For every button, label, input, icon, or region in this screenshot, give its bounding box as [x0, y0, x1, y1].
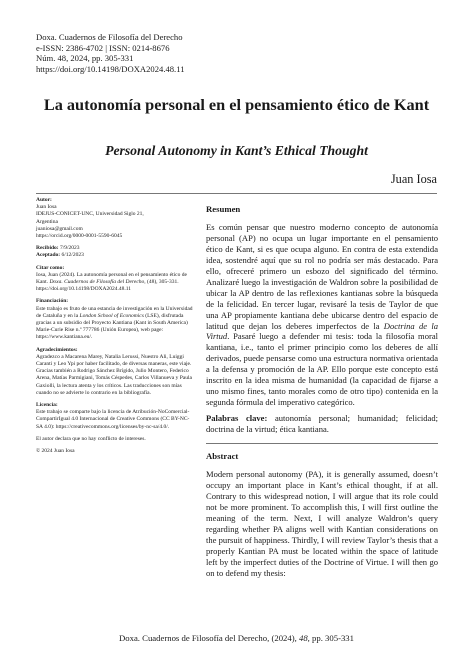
author-email-link[interactable]: juaniosa@gmail.com [36, 225, 83, 232]
copyright-notice: © 2024 Juan Iosa [36, 448, 75, 455]
citation-text: Iosa, Juan (2024). La autonomía personal en el pensamiento ético de Kant. Doxa. Cuadernos de Filosofía del Derecho, (48), 305-331. https://doi.org/10.14198/DOXA2024.48.11 [36, 271, 187, 293]
author-name: Juan Iosa [390, 172, 437, 186]
abstract-heading: Abstract [206, 451, 239, 462]
citation-heading: Citar como: [36, 264, 65, 271]
license-heading: Licencia: [36, 402, 58, 409]
journal-issue: Núm. 48, 2024, pp. 305-331 [36, 53, 134, 64]
acknowledgements-text: Agradezco a Macarena Marey, Natalia Lerussi, Nuestro Ali, Luiggi Caranti y Leo Ypi por haber facilitado, de diversas maneras, este viaje. Gracias también a Rodrigo Sánchez Brígido, Julio Montero, Federico Arena, Matías Parmigiani, Tomás Céspedes, Carlos Villanueva y Paula Gaxiolli, la lectura atenta y los críticos. Las traducciones son mías cuando no se advierte lo contrario en la bibliografía. [36, 353, 192, 396]
article-doi-link[interactable]: https://doi.org/10.14198/DOXA2024.48.11 [36, 63, 185, 74]
citation-block [36, 265, 196, 294]
divider-abstract [206, 443, 438, 444]
page-footer: Doxa. Cuadernos de Filosofía del Derecho, (2024), 48, pp. 305-331 [118, 633, 354, 643]
author-line: IDEJUS-CONICET-UNC, Universidad Siglo 21, [36, 211, 144, 218]
received-date: Recibido: 7/9/2023 [36, 245, 80, 252]
article-subtitle: Personal Autonomy in Kant’s Ethical Thought [105, 143, 368, 158]
article-sidebar [36, 197, 196, 460]
author-heading: Autor: [36, 197, 52, 203]
dates-block [36, 245, 196, 259]
palabras-clave: Palabras clave: autonomía personal; humanidad; felicidad; doctrina de la virtud; ética kantiana. [206, 413, 439, 435]
author-block [36, 197, 196, 240]
journal-name: Doxa. Cuadernos de Filosofía del Derecho [36, 32, 183, 42]
journal-issn: e-ISSN: 2386-4702 | ISSN: 0214-8676 [36, 42, 170, 53]
author-line: Juan Iosa [36, 204, 57, 211]
article-title: La autonomía personal en el pensamiento ético de Kant [43, 95, 430, 114]
conflict-statement: El autor declara que no hay conflicto de intereses. [36, 435, 146, 442]
acknowledgements-block [36, 347, 196, 397]
resumen-heading: Resumen [206, 204, 241, 214]
funding-block [36, 298, 196, 341]
accepted-date: Aceptado: 6/12/2023 [36, 252, 84, 259]
resumen-text: Es común pensar que nuestro moderno concepto de autonomía personal (AP) no ocupa un lugar importante en el pensamiento ético de Kant, si es que ocupa alguno. En contra de esta extendida idea, sostendré aquí que su rol no podría ser más destacado. Para ello, ofreceré primero un esbozo del significado del término. Analizaré luego la investigación de Waldron sobre la posibilidad de ubicar la AP dentro de las reflexiones kantianas sobre la búsqueda de la felicidad. En tercer lugar, revisaré la tesis de Taylor de que una AP propiamente kantiana debe ubicarse dentro del espacio de latitud que dejan los deberes imperfectos de la Doctrina de la Virtud. Pasaré luego a defender mi tesis: toda la filosofía moral kantiana, i.e., tanto el primer principio como los deberes de allí derivados, puede pensarse como una estructura normativa orientada a la defensa y promoción de la AP. Ello porque este concepto está inscrito en la idea misma de humanidad (la capacidad de fijarse a uno mismo fines, tanto morales como de otro tipo) contenida en la segunda fórmula del imperativo categórico. [206, 221, 438, 408]
license-block [36, 402, 196, 431]
author-line: Argentina [36, 218, 58, 225]
author-orcid-link[interactable]: https://orcid.org/0000-0001-5590-6045 [36, 233, 123, 240]
journal-header [36, 32, 185, 74]
acknowledgements-heading: Agradecimientos: [36, 346, 78, 353]
license-text: Este trabajo se comparte bajo la licencia de Atribución-NoComercial-CompartirIgual 4.0 Internacional de Creative Commons (CC BY-NC-SA 4.0): https://creativecommons.org/licenses/by-nc-sa/4.0/. [36, 409, 190, 430]
funding-text: Este trabajo es fruto de una estancia de investigación en la Universidad de Cataluña y en la London School of Economics (LSE), disfrutada gracias a un subsidio del Proyecto Kantiana (Kant in South America) Marie-Curie Rise n.º 777786 (Unión Europea), web page: https://www.kantiana.eu/. [36, 305, 193, 341]
funding-heading: Financiación: [36, 298, 69, 305]
divider-top [36, 193, 437, 194]
abstract-text: Modern personal autonomy (PA), it is generally assumed, doesn’t occupy an important place in Kant’s ethical thought, if at all. Contrary to this widespread notion, I will argue that its role could not be more prominent. To accomplish this, I will first outline the meaning of the term. Next, I will analyze Waldron’s query regarding whether PA aligns well with Kantian considerations on the pursuit of happiness. Thirdly, I will review Taylor’s thesis that a properly Kantian PA must be located within the space of latitude left by the imperfect duties of the Doctrine of Virtue. I will then go on to defend my thesis: [206, 469, 438, 578]
abstracts-column [206, 197, 438, 579]
